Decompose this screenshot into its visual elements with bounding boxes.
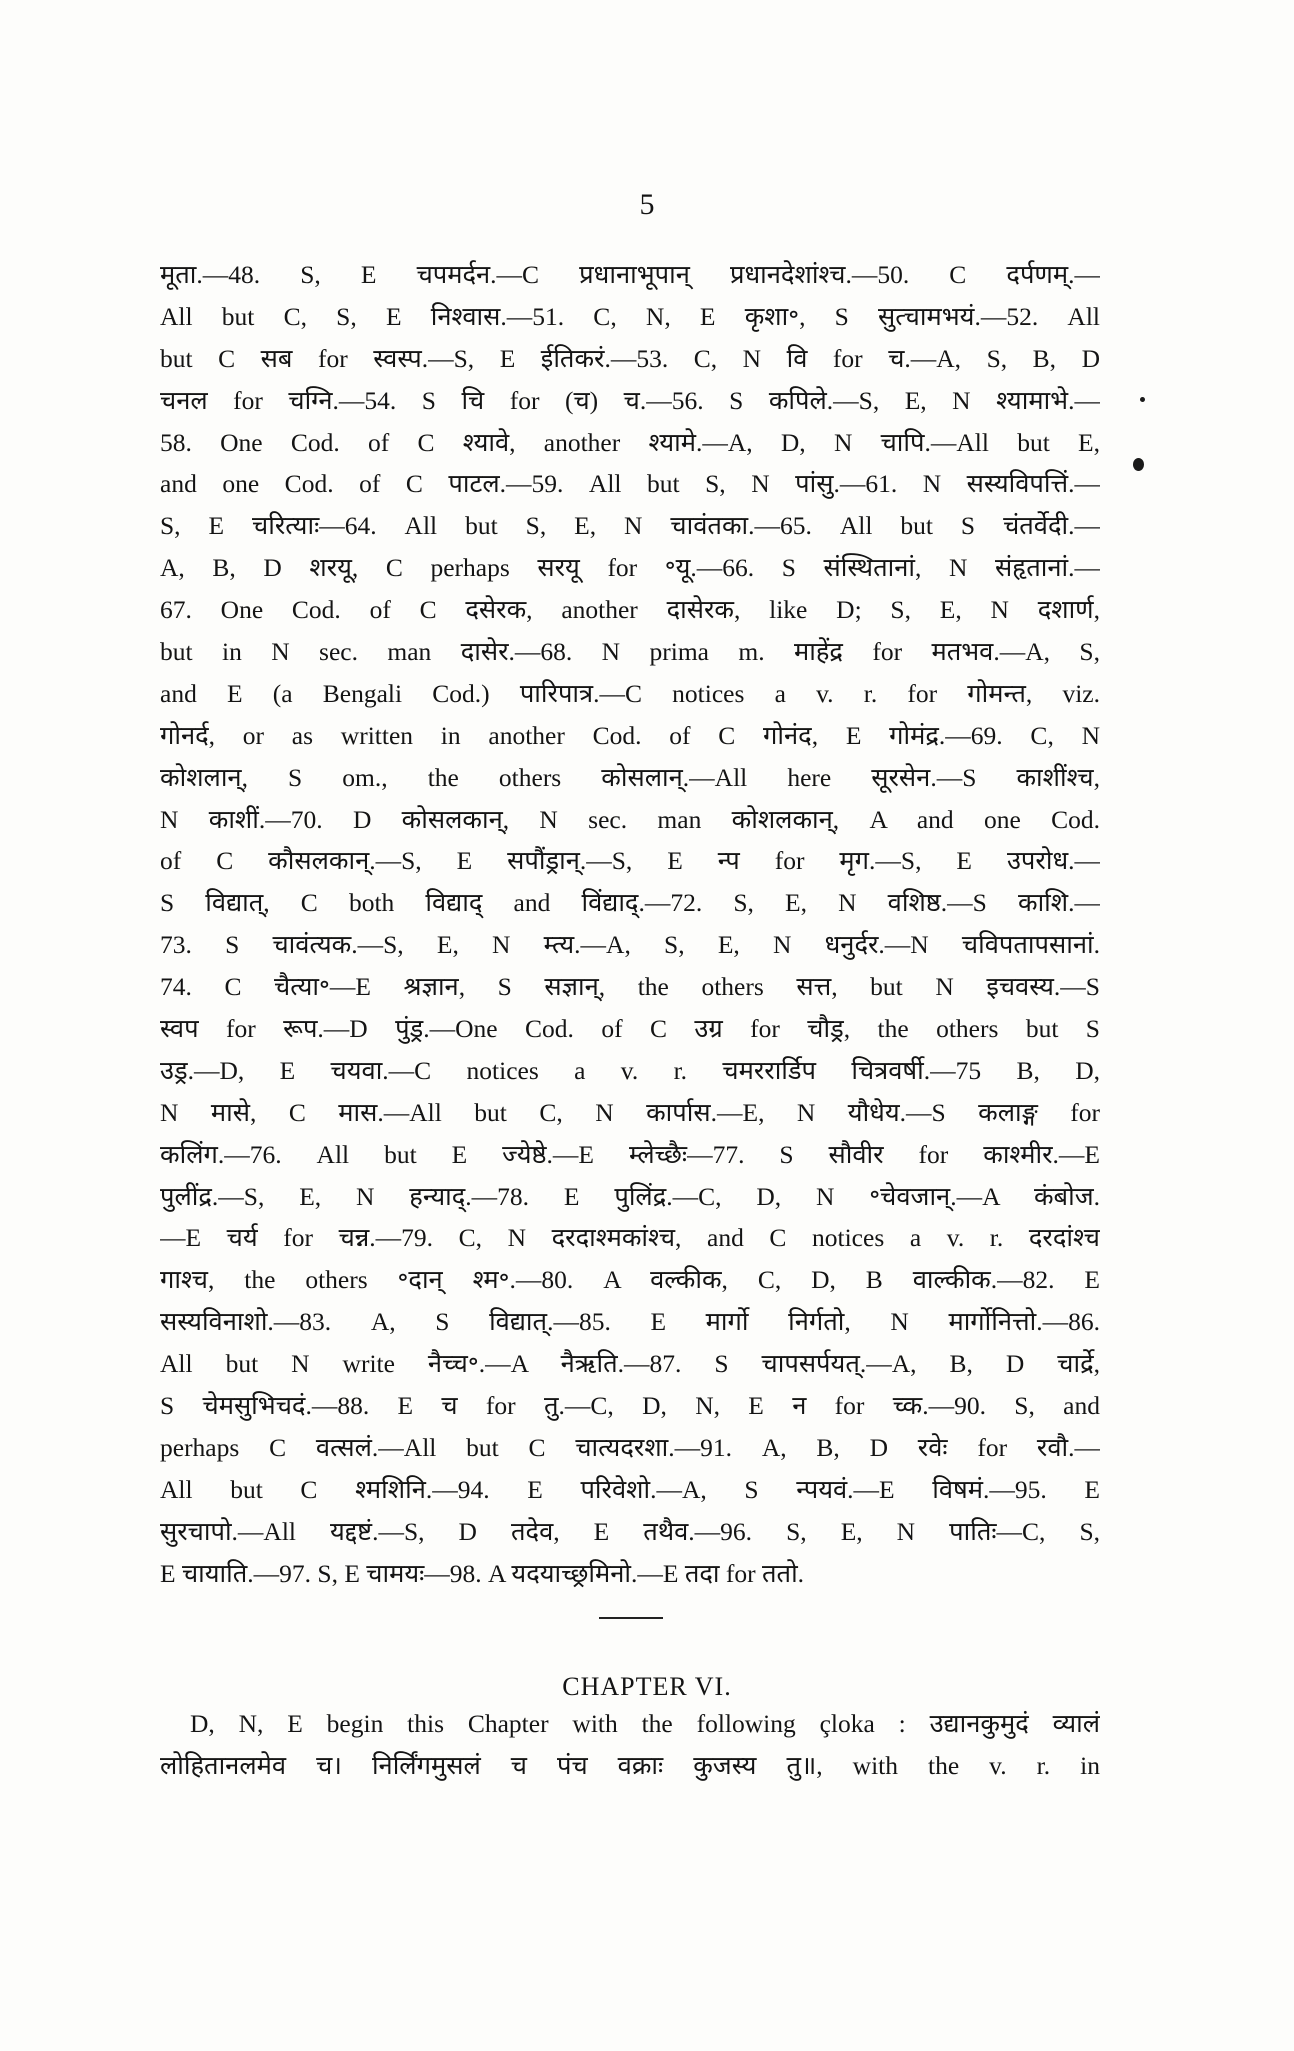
notes-line: S, E चरित्याः—64. All but S, E, N चावंतका.—65. All but S चंतर्वेदी.—: [160, 511, 1100, 541]
notes-line: कलिंग.—76. All but E ज्येष्ठे.—E म्लेच्छैः—77. S सौवीर for काश्मीर.—E: [160, 1139, 1100, 1169]
notes-line: All but N write नैच्च॰.—A नैऋति.—87. S चापसर्पयत्.—A, B, D चार्द्रे,: [160, 1349, 1100, 1379]
notes-line: चनल for चग्नि.—54. S चि for (च) च.—56. S कपिले.—S, E, N श्यामाभे.—: [160, 385, 1100, 415]
notes-line: but C सब for स्वस्प.—S, E ईतिकरं.—53. C, N वि for च.—A, S, B, D: [160, 343, 1100, 373]
notes-line: and E (a Bengali Cod.) पारिपात्र.—C notices a v. r. for गोमन्त, viz.: [160, 678, 1100, 708]
chapter-body: [160, 1703, 1100, 1787]
notes-line: of C कौसलकान्.—S, E सपौंड्रान्.—S, E न्प for मृग.—S, E उपरोध.—: [160, 846, 1100, 876]
section-divider: [599, 1617, 663, 1619]
notes-line: सस्यविनाशो.—83. A, S विद्यात्.—85. E मार्गो निर्गतो, N मार्गोनित्तो.—86.: [160, 1307, 1100, 1337]
notes-line: and one Cod. of C पाटल.—59. All but S, N पांसु.—61. N सस्यविपत्तिं.—: [160, 469, 1100, 499]
ink-blot: [1133, 458, 1144, 471]
critical-notes: [160, 254, 1100, 1595]
chapter-heading: CHAPTER VI.: [562, 1672, 732, 1701]
notes-line: गाश्च, the others ॰दान् श्म॰.—80. A वल्कीक, C, D, B वाल्कीक.—82. E: [160, 1265, 1100, 1295]
notes-line: perhaps C वत्सलं.—All but C चात्यदरशा.—91. A, B, D रवेः for रवौ.—: [160, 1432, 1100, 1462]
notes-line: पुलींद्र.—S, E, N हन्याद्.—78. E पुलिंद्र.—C, D, N ॰चेवजान्.—A कंबोज.: [160, 1181, 1100, 1211]
notes-line: गोनर्द, or as written in another Cod. of C गोनंद, E गोमंद्र.—69. C, N: [160, 720, 1100, 750]
notes-line: मूता.—48. S, E चपमर्दन.—C प्रधानाभूपान् प्रधानदेशांश्च.—50. C दर्पणम्.—: [160, 260, 1100, 289]
notes-line: S विद्यात्, C both विद्याद् and विंद्याद्.—72. S, E, N वशिष्ठ.—S काशि.—: [160, 888, 1100, 918]
notes-line: but in N sec. man दासेर.—68. N prima m. माहेंद्र for मतभव.—A, S,: [160, 637, 1100, 667]
notes-line: N काशीं.—70. D कोसलकान्, N sec. man कोशलकान्, A and one Cod.: [160, 804, 1100, 834]
notes-line: 74. C चैत्या॰—E श्रज्ञान, S सज्ञान्, the others सत्त, but N इचवस्य.—S: [160, 972, 1100, 1002]
notes-line: 73. S चावंत्यक.—S, E, N म्त्य.—A, S, E, N धनुर्दर.—N चविपतापसानां.: [160, 930, 1100, 960]
notes-line: E चायाति.—97. S, E चामयः—98. A यदयाच्छ्रमिनो.—E तदा for ततो.: [160, 1558, 805, 1588]
ink-speck: [1140, 397, 1145, 402]
notes-line: कोशलान्, S om., the others कोसलान्.—All here सूरसेन.—S काशींश्च,: [160, 762, 1100, 792]
page-number: 5: [639, 188, 655, 221]
notes-line: —E चर्य for चन्न.—79. C, N दरदाश्मकांश्च, and C notices a v. r. दरदांश्च: [160, 1223, 1100, 1253]
notes-line: N मासे, C मास.—All but C, N कार्पास.—E, N यौधेय.—S कलाङ्ग for: [160, 1097, 1100, 1127]
notes-line: All but C श्मशिनि.—94. E परिवेशो.—A, S न्पयवं.—E विषमं.—95. E: [160, 1474, 1100, 1504]
chapter-line: D, N, E begin this Chapter with the following çloka : उद्यानकुमुदं व्यालं: [190, 1709, 1100, 1738]
notes-line: 58. One Cod. of C श्यावे, another श्यामे.—A, D, N चापि.—All but E,: [160, 427, 1100, 457]
notes-line: सुरचापो.—All यद्दष्टं.—S, D तदेव, E तथैव.—96. S, E, N पातिः—C, S,: [160, 1516, 1100, 1546]
notes-line: 67. One Cod. of C दसेरक, another दासेरक, like D; S, E, N दशार्ण,: [160, 595, 1100, 625]
chapter-line: लोहितानलमेव च। निर्लिंगमुसलं च पंच वक्राः कुजस्य तु॥, with the v. r. in: [160, 1750, 1100, 1780]
notes-line: स्वप for रूप.—D पुंड्र.—One Cod. of C उग्र for चौड्र, the others but S: [160, 1014, 1100, 1044]
notes-line: All but C, S, E निश्वास.—51. C, N, E कृशा॰, S सुत्चामभयं.—52. All: [160, 301, 1100, 331]
notes-line: A, B, D शरयू, C perhaps सरयू for ॰यू.—66. S संस्थितानां, N संहृतानां.—: [160, 553, 1100, 583]
notes-line: उड्र.—D, E चयवा.—C notices a v. r. चमररार्डिप चित्रवर्षी.—75 B, D,: [160, 1055, 1100, 1085]
notes-line: S चेमसुभिचदं.—88. E च for तु.—C, D, N, E न for च्क.—90. S, and: [160, 1391, 1100, 1421]
